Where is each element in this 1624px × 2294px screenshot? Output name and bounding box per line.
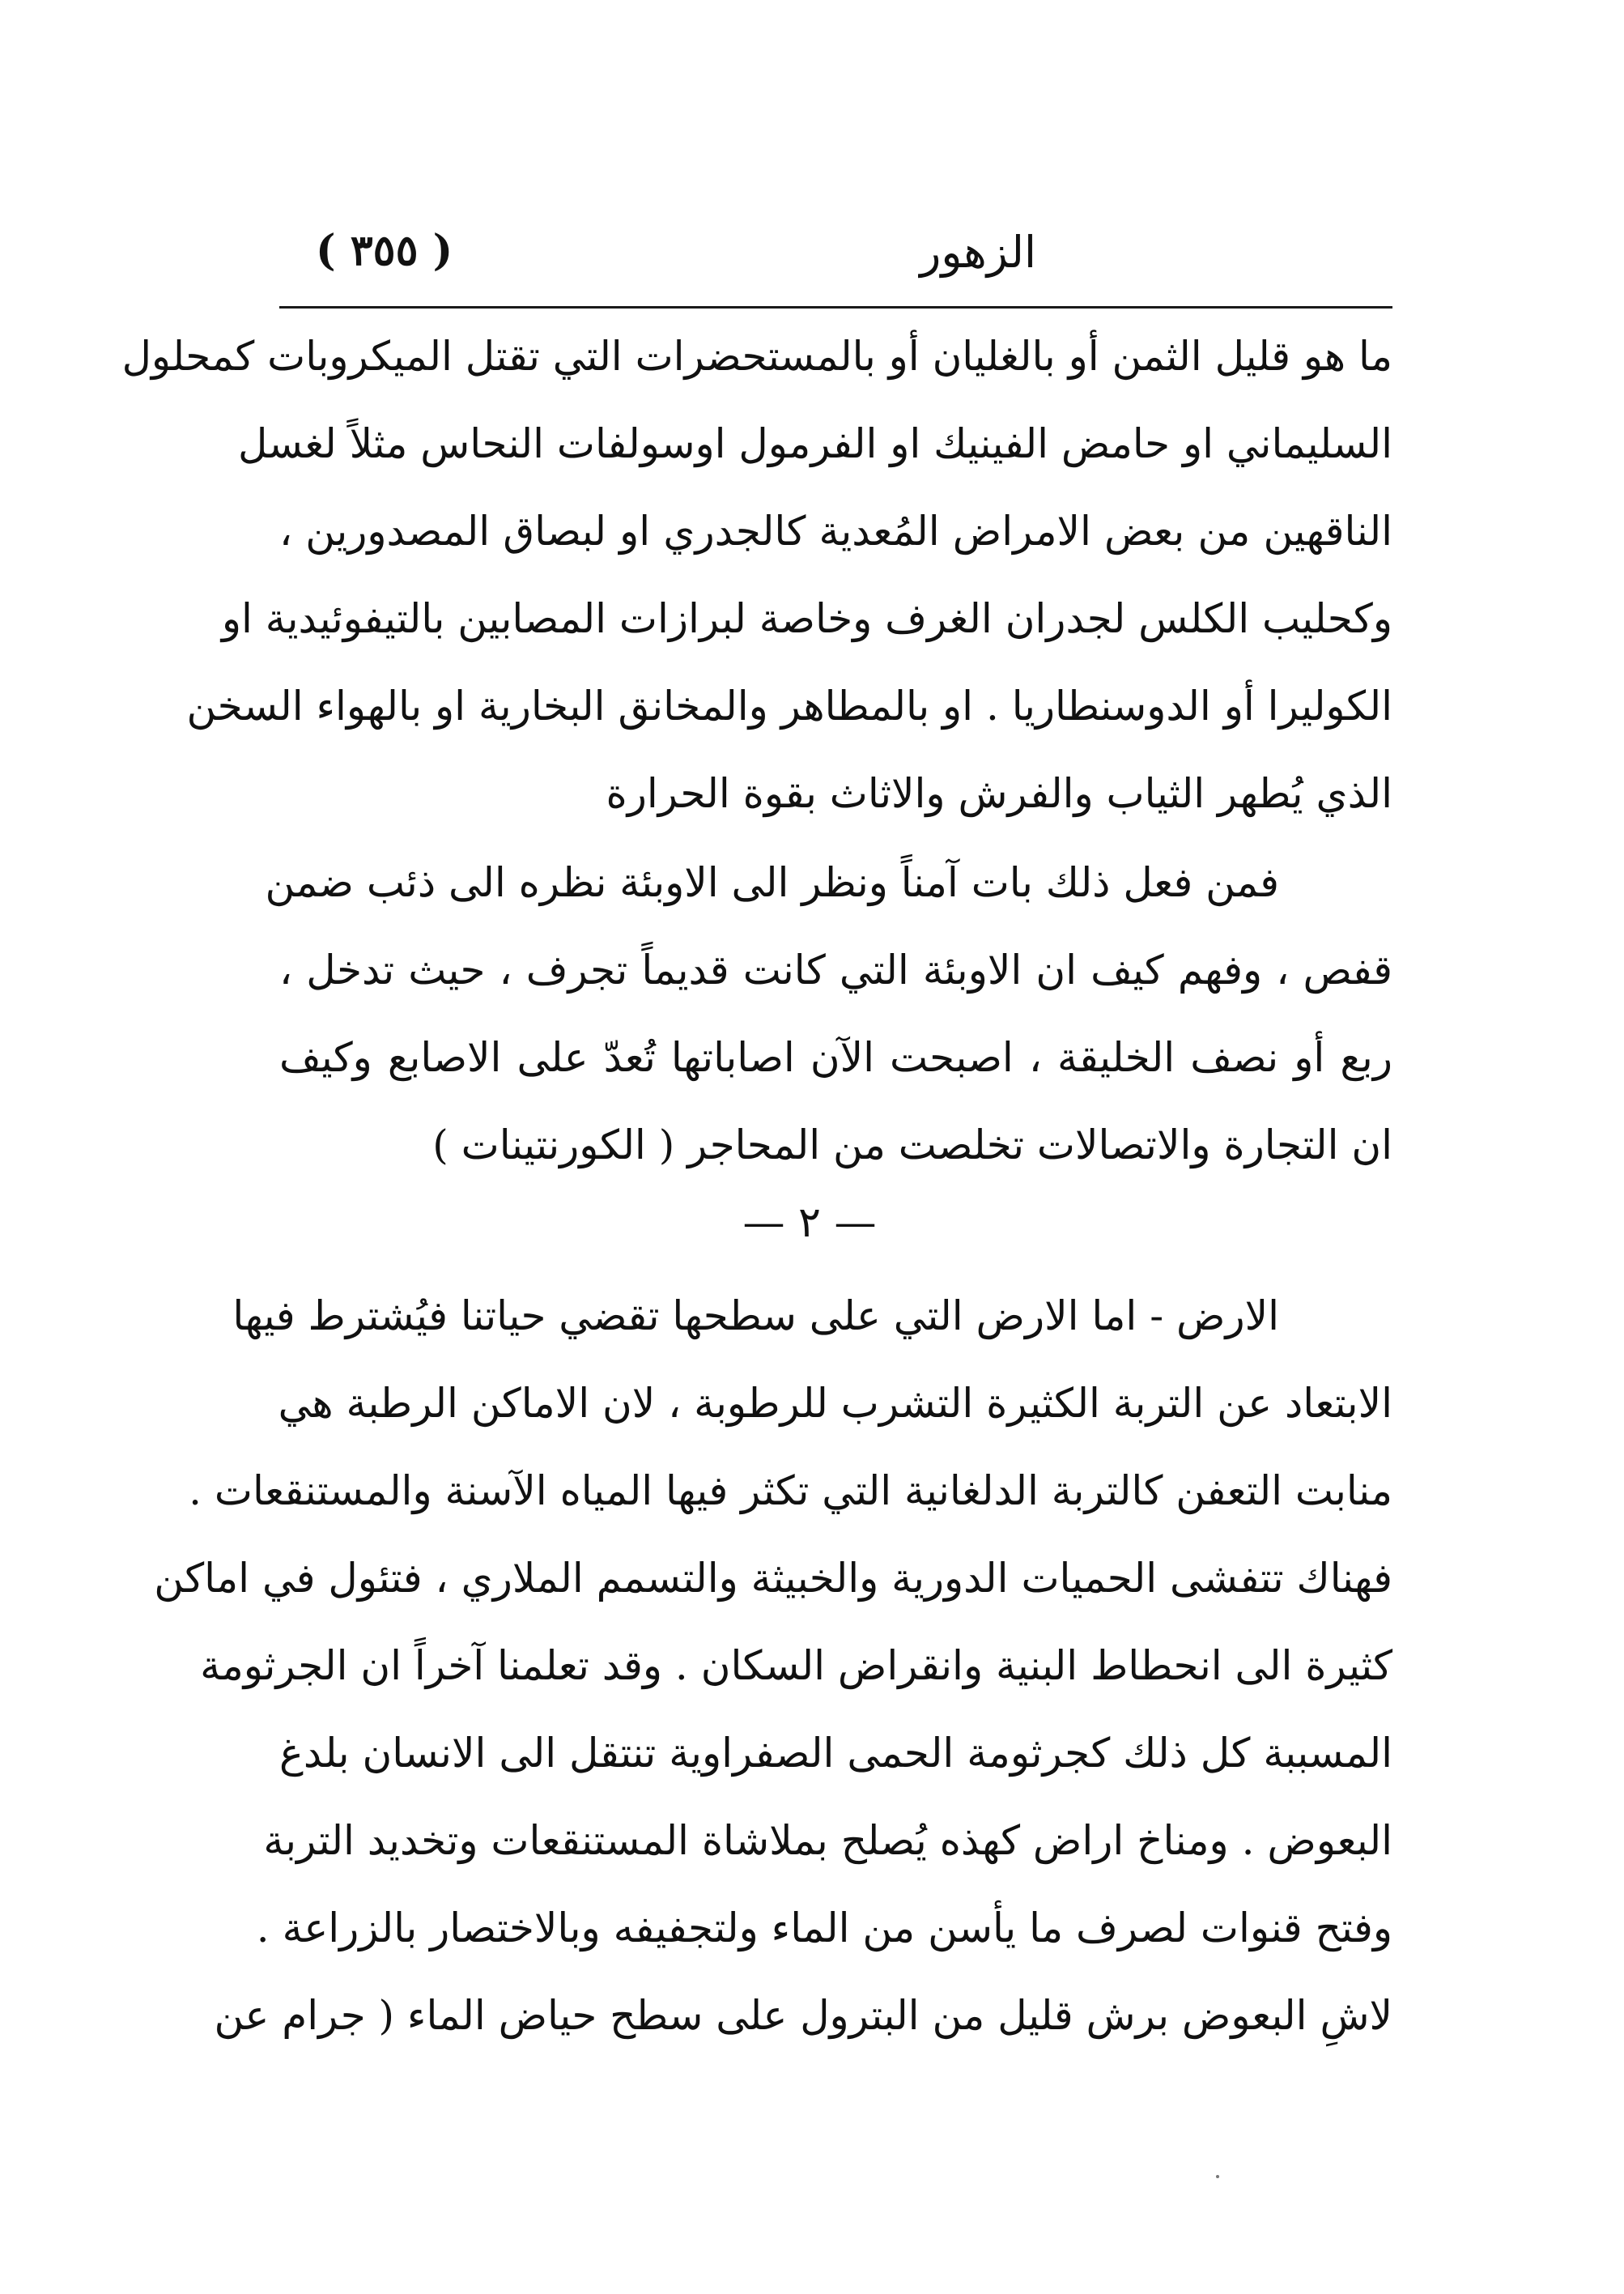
text-line: لاشِ البعوض برش قليل من البترول على سطح حياض الماء ( جرام عن bbox=[214, 1992, 1392, 2039]
text-line: الكوليرا أو الدوسنطاريا . او بالمطاهر والمخانق البخارية او بالهواء السخن bbox=[186, 683, 1392, 730]
text-line: الناقهين من بعض الامراض المُعدية كالجدري او لبصاق المصدورين ، bbox=[279, 508, 1392, 555]
text-line: فهناك تتفشى الحميات الدورية والخبيثة والتسمم الملاري ، فتئول في اماكن bbox=[154, 1555, 1392, 1602]
text-line: ربع أو نصف الخليقة ، اصبحت الآن اصاباتها تُعدّ على الاصابع وكيف bbox=[279, 1034, 1392, 1081]
text-line: السليماني او حامض الفينيك او الفرمول اوسولفات النحاس مثلاً لغسل bbox=[237, 420, 1392, 467]
text-line: فمن فعل ذلك بات آمناً ونظر الى الاوبئة نظره الى ذئب ضمن bbox=[265, 859, 1279, 906]
text-line: وكحليب الكلس لجدران الغرف وخاصة لبرازات المصابين بالتيفوئيدية او bbox=[221, 595, 1392, 642]
text-line: المسببة كل ذلك كجرثومة الحمى الصفراوية تنتقل الى الانسان بلدغ bbox=[279, 1730, 1392, 1777]
section-number: — ٢ — bbox=[742, 1198, 877, 1247]
text-line: كثيرة الى انحطاط البنية وانقراض السكان . وقد تعلمنا آخراً ان الجرثومة bbox=[200, 1642, 1392, 1689]
scan-speck bbox=[1216, 2175, 1219, 2178]
running-title: الزهور bbox=[920, 227, 1036, 278]
text-line: قفص ، وفهم كيف ان الاوبئة التي كانت قديماً تجرف ، حيث تدخل ، bbox=[279, 947, 1392, 994]
header-rule bbox=[279, 306, 1392, 309]
text-line: وفتح قنوات لصرف ما يأسن من الماء ولتجفيفه وبالاختصار بالزراعة . bbox=[256, 1905, 1392, 1951]
text-line: الابتعاد عن التربة الكثيرة التشرب للرطوبة ، لان الاماكن الرطبة هي bbox=[278, 1380, 1392, 1427]
text-line: البعوض . ومناخ اراض كهذه يُصلح بملاشاة المستنقعات وتخديد التربة bbox=[263, 1817, 1392, 1864]
page-header bbox=[279, 219, 1392, 292]
page-number: ( ٣٥٥ ) bbox=[316, 226, 453, 275]
text-line: ما هو قليل الثمن أو بالغليان أو بالمستحضرات التي تقتل الميكروبات كمحلول bbox=[121, 333, 1392, 380]
text-line: الارض - اما الارض التي على سطحها تقضي حياتنا فيُشترط فيها bbox=[232, 1292, 1279, 1339]
text-line: ان التجارة والاتصالات تخلصت من المحاجر ( الكورنتينات ) bbox=[432, 1121, 1392, 1168]
text-line: منابت التعفن كالتربة الدلغانية التي تكثر فيها المياه الآسنة والمستنقعات . bbox=[189, 1467, 1392, 1514]
text-line: الذي يُطهر الثياب والفرش والاثاث بقوة الحرارة bbox=[606, 770, 1392, 817]
